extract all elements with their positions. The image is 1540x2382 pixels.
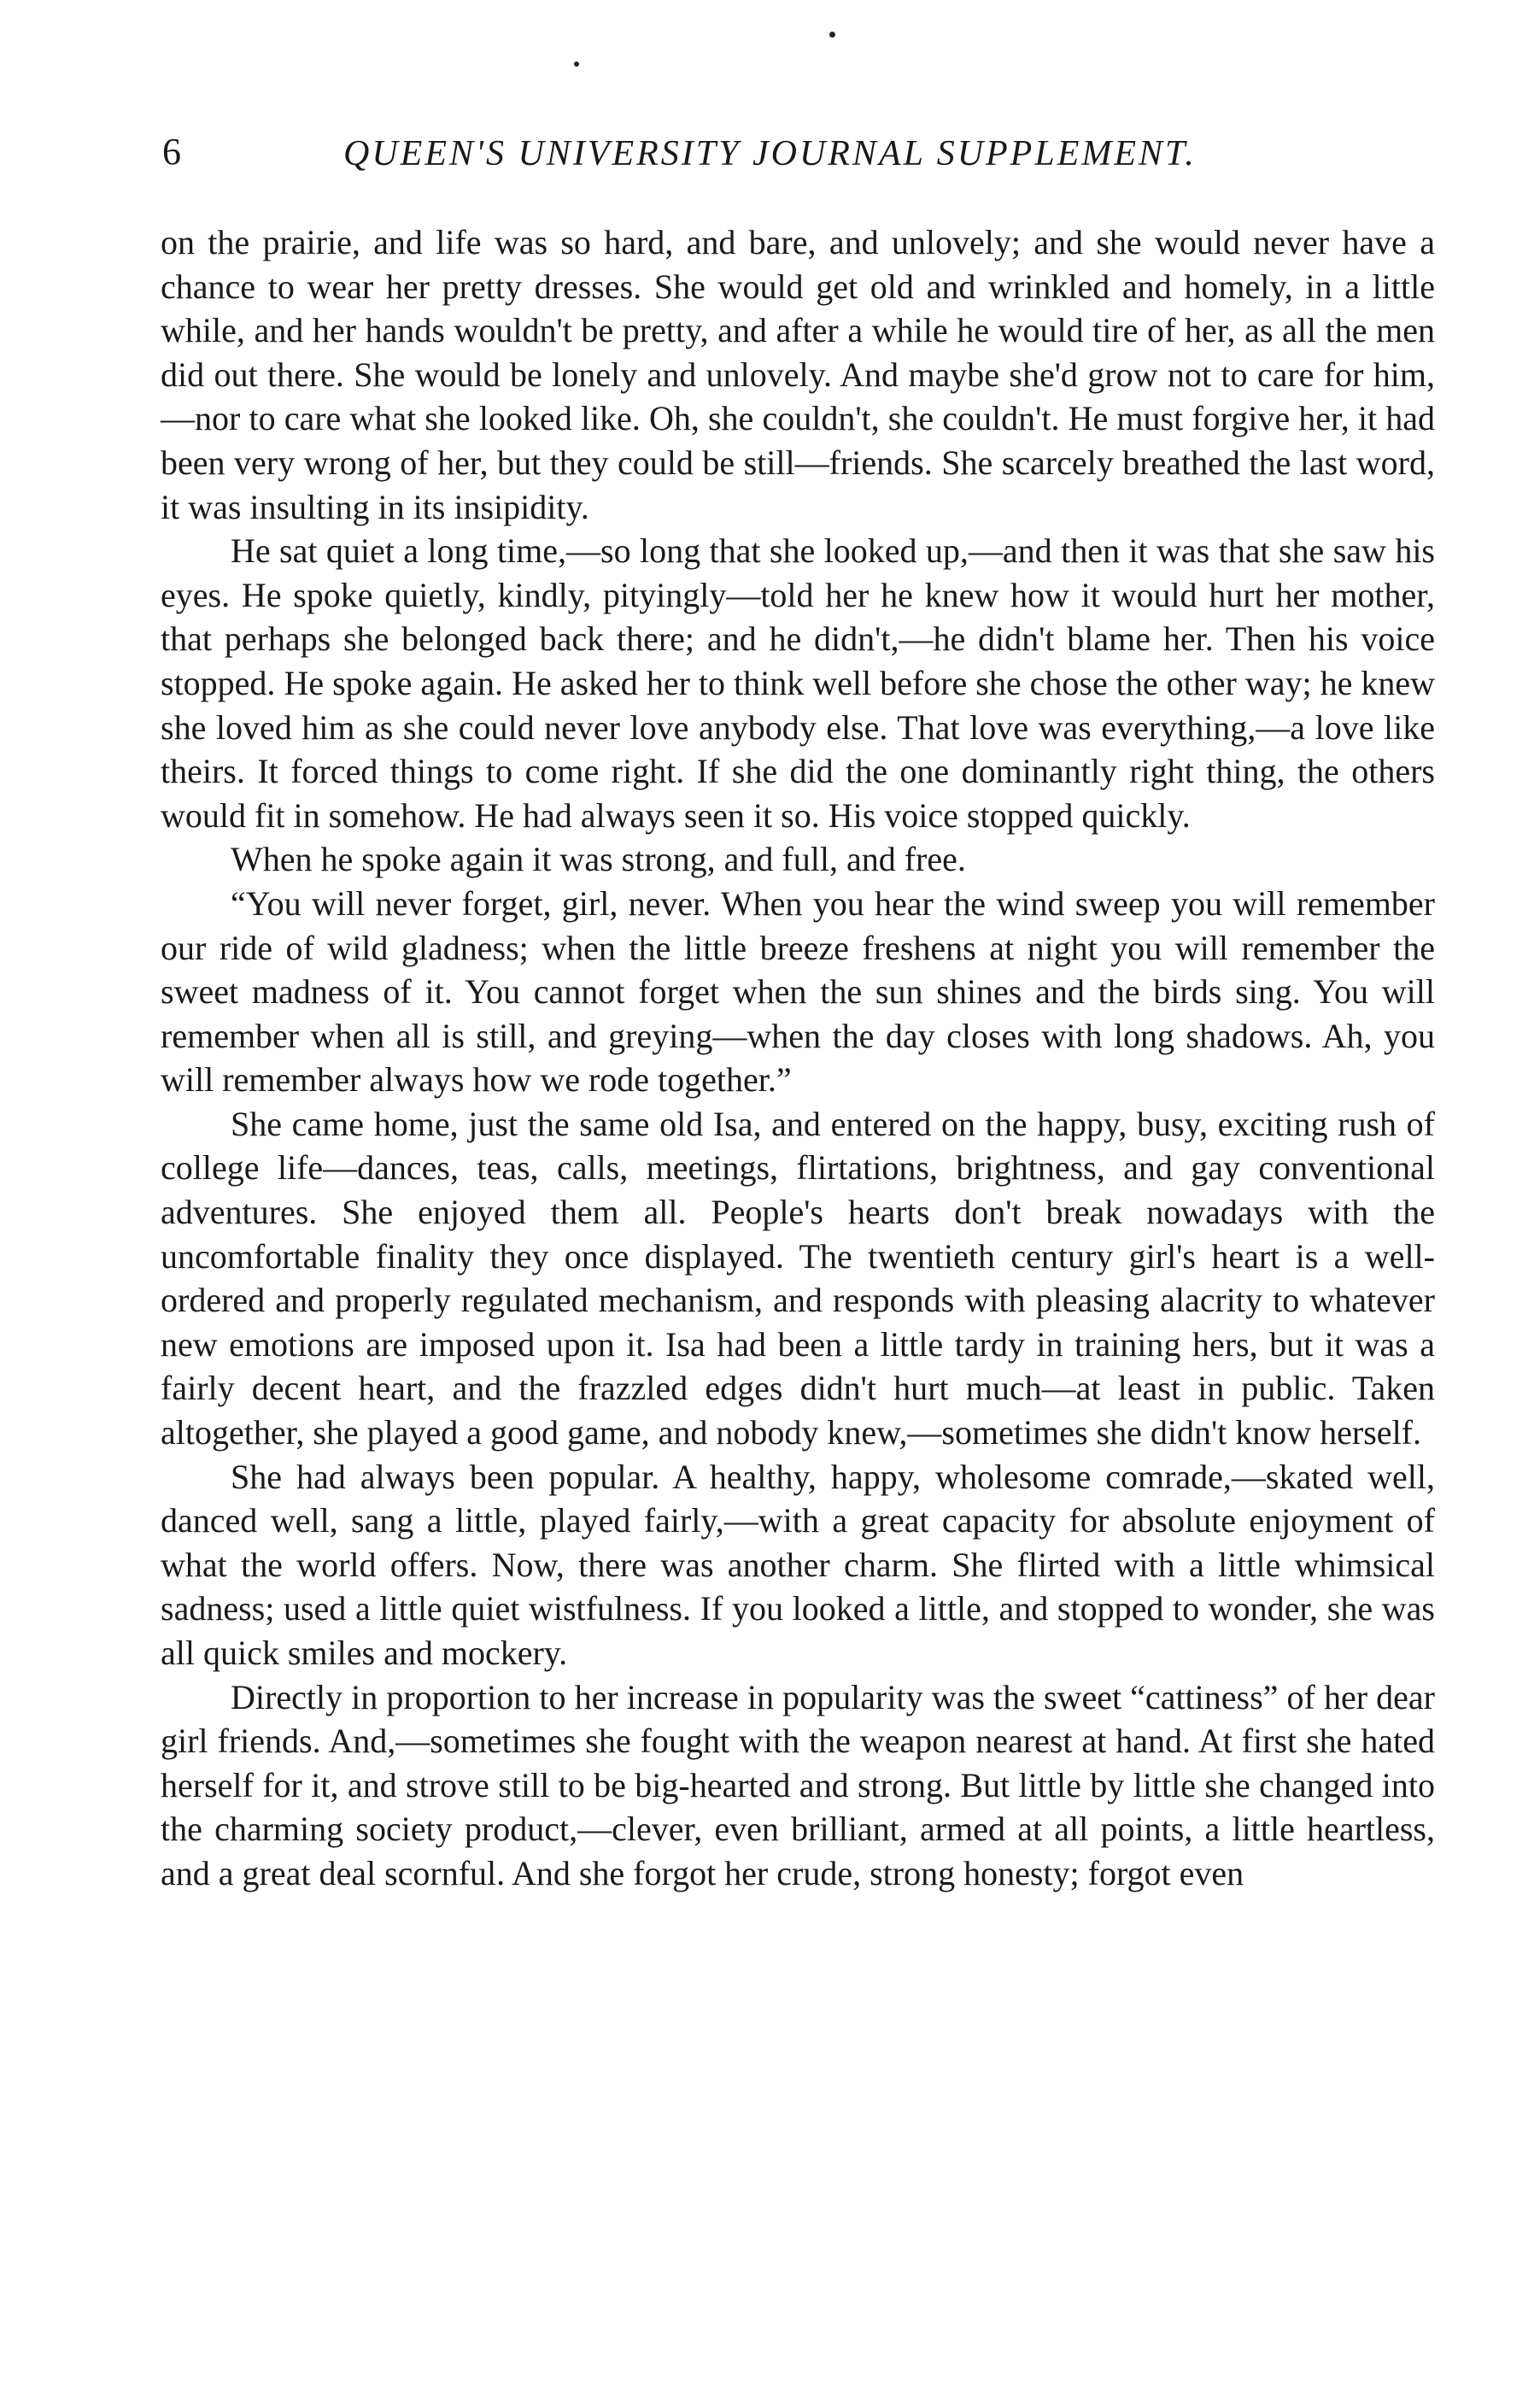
print-speck [574,62,579,67]
paragraph: Directly in proportion to her increase in popularity was the sweet “cattiness” of her dear girl friends. And,—sometimes she fought with the weapon nearest at hand. At first she hated herself for it, and strove still to be big-hearted and strong. But little by little she changed into the charming society product,—clever, even brilliant, armed at all points, a little heartless, and a great deal scornful. And she forgot her crude, strong honesty; forgot even [161,1677,1435,1892]
page-header [162,126,1443,186]
paragraph: When he spoke again it was strong, and full, and free. [231,840,966,879]
paragraph: on the prairie, and life was so hard, and bare, and unlovely; and she would never have a chance to wear her pretty dresses. She would get old and wrinkled and homely, in a little while, and her hands wouldn't be pretty, and after a while he would tire of her, as all the men did out there. She would be lonely and unlovely. And maybe she'd grow not to care for him,—nor to care what she looked like. Oh, she couldn't, she couldn't. He must forgive her, it had been very wrong of her, but they could be still—friends. She scarcely breathed the last word, it was insulting in its insipidity. [161,223,1435,526]
paragraph: She came home, just the same old Isa, and entered on the happy, busy, exciting rush of college life—dances, teas, calls, meetings, flirtations, brightness, and gay conventional adventures. She enjoyed them all. People's hearts don't break nowadays with the uncomfortable finality they once displayed. The twentieth century girl's heart is a well-ordered and properly regulated mechanism, and responds with pleasing alacrity to whatever new emotions are imposed upon it. Isa had been a little tardy in training hers, but it was a fairly decent heart, and the frazzled edges didn't hurt much—at least in public. Taken altogether, she played a good game, and nobody knew,—sometimes she didn't know herself. [161,1104,1435,1452]
body-text [161,220,1435,1896]
running-title: QUEEN'S UNIVERSITY JOURNAL SUPPLEMENT. [343,134,1197,173]
print-speck [829,32,835,38]
paragraph: She had always been popular. A healthy, happy, wholesome comrade,—skated well, danced well, sang a little, played fairly,—with a great capacity for absolute enjoyment of what the world offers. Now, there was another charm. She flirted with a little whimsical sadness; used a little quiet wistfulness. If you looked a little, and stopped to wonder, she was all quick smiles and mockery. [161,1457,1435,1672]
page-number: 6 [162,131,181,173]
paragraph: “You will never forget, girl, never. When you hear the wind sweep you will remember our ride of wild gladness; when the little breeze freshens at night you will remember the sweet madness of it. You cannot forget when the sun shines and the birds sing. You will remember when all is still, and greying—when the day closes with long shadows. Ah, you will remember always how we rode together.” [161,883,1435,1100]
paragraph: He sat quiet a long time,—so long that she looked up,—and then it was that she saw his eyes. He spoke quietly, kindly, pityingly—told her he knew how it would hurt her mother, that perhaps she belonged back there; and he didn't,—he didn't blame her. Then his voice stopped. He spoke again. He asked her to think well before she chose the other way; he knew she loved him as she could never love anybody else. That love was everything,—a love like theirs. It forced things to come right. If she did the one dominantly right thing, the others would fit in somehow. He had always seen it so. His voice stopped quickly. [161,531,1435,835]
